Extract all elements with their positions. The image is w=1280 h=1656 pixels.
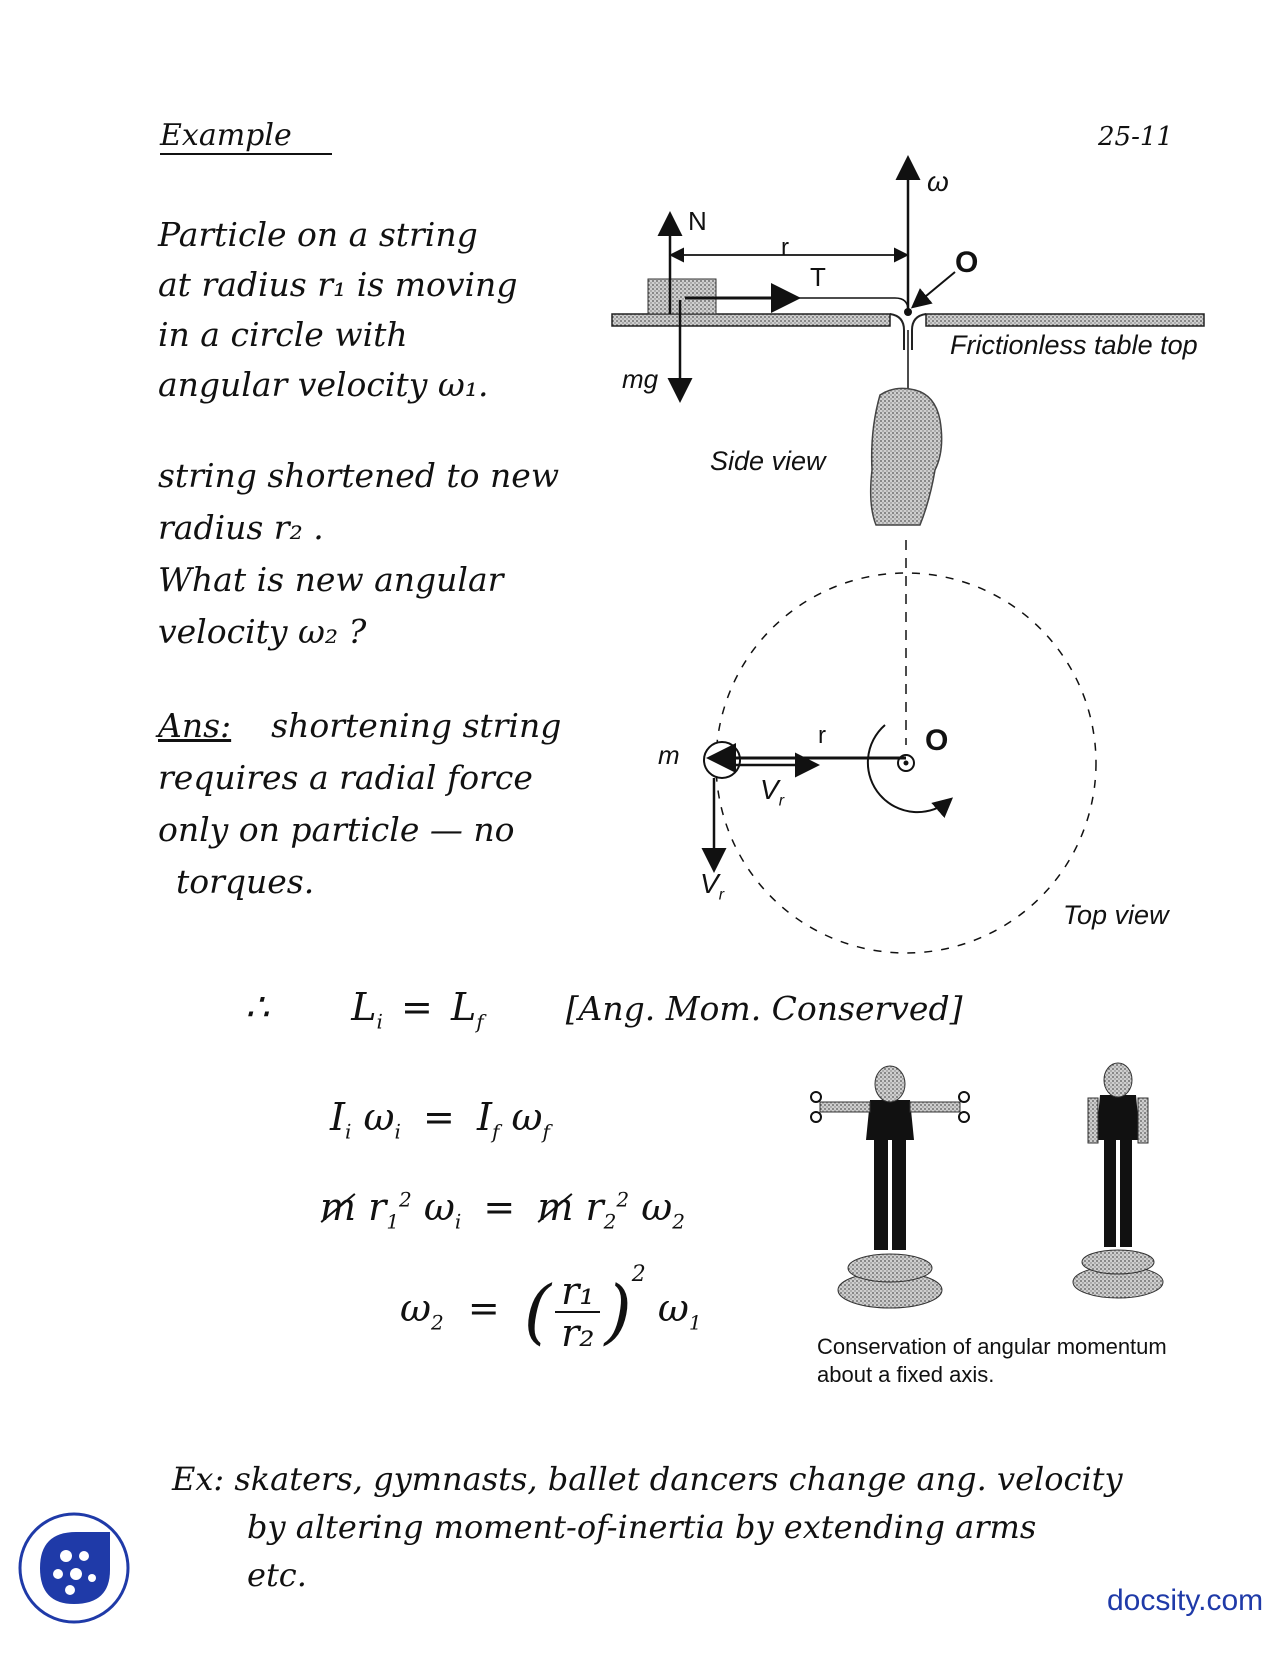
page-number: 25-11	[1098, 122, 1173, 152]
section-title: Example	[160, 118, 332, 155]
figure-arms-extended	[811, 1066, 969, 1308]
equation-substitution: m $r_1^2$ $\omega_i = m$ $r_2^2$ $\omega_2$	[320, 1185, 685, 1234]
mass-label: m	[658, 740, 680, 770]
brand-name: docsity.com	[1107, 1584, 1264, 1617]
radius-ratio: $\frac{\text{r₁}}{\text{r₂}}$	[555, 1271, 600, 1353]
equation-result: $\omega_2$ = ( $\frac{\text{r₁}}{\text{r₂}}$ )$^2$ $\omega_1$	[400, 1262, 702, 1355]
question-line: velocity ω₂ ?	[158, 612, 367, 651]
question-line: What is new angular	[158, 560, 504, 599]
tension-label: T	[810, 262, 826, 292]
problem-line: Particle on a string	[158, 215, 478, 254]
top-view-label: Top view	[1063, 900, 1169, 930]
therefore-symbol: ∴	[245, 985, 270, 1029]
examples-text	[172, 1455, 1123, 1599]
conservation-note: [Ang. Mom. Conserved]	[565, 989, 963, 1028]
problem-line: angular velocity ω₁.	[158, 365, 489, 404]
omega-label: ω	[927, 166, 949, 197]
table-label: Frictionless table top	[950, 330, 1198, 360]
answer-line: only on particle — no	[158, 810, 515, 849]
string-line	[795, 298, 908, 310]
radial-velocity-label: $V_r$	[760, 774, 785, 810]
figure-caption: Conservation of angular momentum about a fixed axis.	[817, 1334, 1167, 1387]
question-line: radius r₂ .	[158, 508, 324, 547]
equation-moment-inertia: $I_i$ $\omega_i = I_f$ $\omega_f$	[330, 1095, 550, 1144]
answer-label: Ans:	[158, 706, 232, 745]
table-top-left	[612, 314, 890, 326]
particle-circle	[704, 742, 740, 778]
table-top-right	[926, 314, 1204, 326]
examples-line: by altering moment-of-inertia by extending arms	[247, 1508, 1037, 1546]
docsity-logo-icon	[18, 1512, 130, 1624]
tangential-velocity-label: $V_r$	[700, 868, 725, 904]
origin-label-side: O	[955, 246, 979, 279]
question-line: string shortened to new	[158, 456, 560, 495]
answer-line: torques.	[176, 862, 315, 901]
equation-conservation: ∴ $L_i = L_f$ [Ang. Mom. Conserved]	[245, 985, 963, 1034]
radius-label: r	[781, 234, 789, 261]
side-view-label: Side view	[710, 446, 826, 476]
examples-line: Ex: skaters, gymnasts, ballet dancers change ang. velocity	[172, 1460, 1123, 1498]
origin-pointer	[914, 272, 955, 306]
answer-line: requires a radial force	[158, 758, 533, 797]
radius-label-top: r	[818, 722, 826, 749]
weight-label: mg	[622, 364, 659, 394]
normal-force-label: N	[688, 206, 707, 236]
problem-line: at radius r₁ is moving	[158, 265, 518, 304]
figure-arms-tucked	[1073, 1063, 1163, 1298]
origin-label-top: O	[925, 724, 949, 757]
examples-line: etc.	[247, 1556, 307, 1594]
hand-icon	[871, 388, 942, 525]
answer-line-1: Ans: shortening string	[158, 706, 562, 745]
problem-line: in a circle with	[158, 315, 408, 354]
